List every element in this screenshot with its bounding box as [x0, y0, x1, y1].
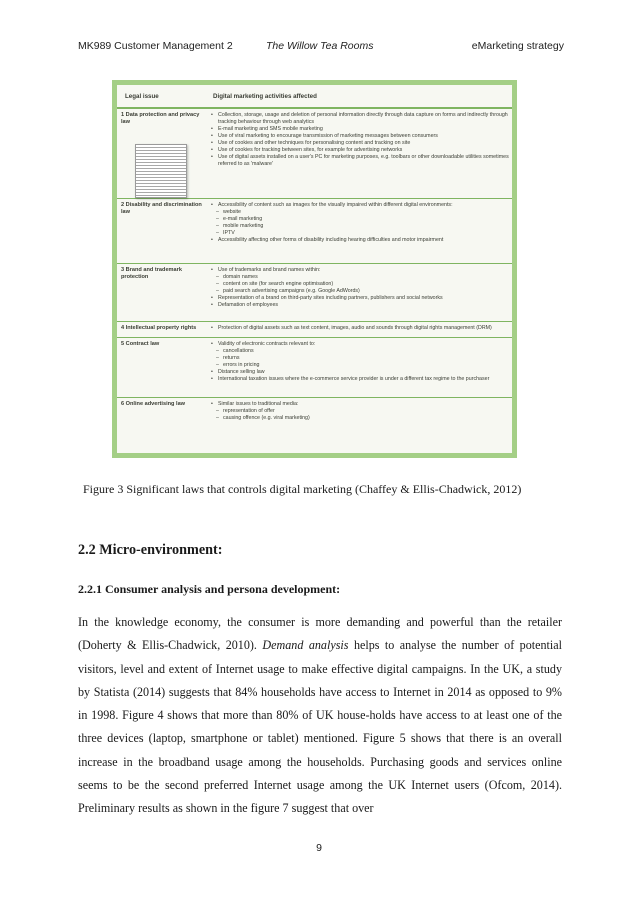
legal-issues-figure: [112, 80, 517, 458]
paragraph-text-2: helps to analyse the number of potential visitors, level and extent of Internet usage to make effective digital campaigns. In the UK, a study by Statista (2014) suggests that 84% households have access to Internet in 2014 as opposed to 9% in 1998. Figure 4 shows that more than 80% of UK house-holds have access to at least one of the three devices (laptop, smartphone or tablet) mentioned. Figure 5 shows that there is an overall increase in the broadband usage among the households. Purchasing goods and services online seems to be the second preferred Internet usage among the UK Internet users (Ofcom, 2014). Preliminary results as shown in the figure 7 suggest that over: [78, 638, 562, 816]
activity-item: • International taxation issues where the e-commerce service provider is under a different tax regime to the purchaser: [211, 376, 511, 383]
column-header-legal-issue: Legal issue: [125, 93, 159, 100]
activity-subitem: – content on site (for search engine optimisation): [211, 281, 511, 288]
activity-list: [211, 112, 511, 168]
activity-subitem: – representation of offer: [211, 408, 511, 415]
figure-row: [117, 321, 512, 338]
header-course: MK989 Customer Management 2: [78, 40, 233, 52]
legal-issue-label: 4 Intellectual property rights: [121, 325, 197, 331]
page-number: 9: [316, 842, 322, 854]
page-header: [78, 40, 564, 56]
activity-item: • Representation of a brand on third-party sites including partners, publishers and social networks: [211, 295, 511, 302]
figure-row: [117, 397, 512, 455]
activity-subitem: – paid search advertising campaigns (e.g. Google AdWords): [211, 288, 511, 295]
activity-subitem: – mobile marketing: [211, 223, 511, 230]
document-thumbnail-image: [135, 144, 187, 198]
activity-subitem: – returns: [211, 355, 511, 362]
legal-issue-label: 3 Brand and trademark protection: [121, 267, 182, 280]
legal-issue-label: 5 Contract law: [121, 341, 160, 347]
paragraph-text-1: In the knowledge economy, the consumer is more demanding and powerful than the retailer (Doherty & Ellis-Chadwick, 2010).: [78, 615, 562, 653]
figure-row: [117, 337, 512, 398]
figure-row: [117, 108, 512, 199]
activity-item: • Accessibility affecting other forms of disability including hearing difficulties and motor impairment: [211, 237, 511, 244]
legal-issue-label: 1 Data protection and privacy law: [121, 112, 200, 125]
paragraph-emphasis: Demand analysis: [262, 638, 349, 653]
activity-subitem: – domain names: [211, 274, 511, 281]
activity-list: [211, 401, 511, 422]
activity-item: • Use of cookies and other techniques for personalising content and tracking on site: [211, 140, 511, 147]
activity-list: [211, 202, 511, 244]
activity-subitem: – errors in pricing: [211, 362, 511, 369]
activity-item: • Validity of electronic contracts relevant to:: [211, 341, 511, 348]
header-case-title: The Willow Tea Rooms: [266, 40, 374, 52]
section-heading: 2.2 Micro-environment:: [78, 542, 223, 558]
header-topic: eMarketing strategy: [471, 40, 564, 52]
legal-issue-label: 2 Disability and discrimination law: [121, 202, 202, 215]
legal-issue-label: 6 Online advertising law: [121, 401, 186, 407]
figure-row: [117, 198, 512, 264]
activity-item: • E-mail marketing and SMS mobile marketing: [211, 126, 511, 133]
activity-subitem: – causing offence (e.g. viral marketing): [211, 415, 511, 422]
figure-caption: Figure 3 Significant laws that controls digital marketing (Chaffey & Ellis-Chadwick, 2012): [83, 482, 522, 496]
activity-item: • Protection of digital assets such as text content, images, audio and sounds through digital rights management (DRM): [211, 325, 511, 332]
activity-subitem: – cancellations: [211, 348, 511, 355]
activity-subitem: – e-mail marketing: [211, 216, 511, 223]
activity-item: • Collection, storage, usage and deletion of personal information directly through data capture on forms and indirectly through tracking behaviour through web analytics: [211, 112, 511, 126]
activity-list: [211, 325, 511, 332]
activity-item: • Defamation of employees: [211, 302, 511, 309]
column-header-activities: Digital marketing activities affected: [213, 93, 317, 100]
activity-item: • Use of viral marketing to encourage transmission of marketing messages between consumers: [211, 133, 511, 140]
activity-item: • Use of cookies for tracking between sites, for example for advertising networks: [211, 147, 511, 154]
subsection-heading: 2.2.1 Consumer analysis and persona development:: [78, 582, 341, 596]
figure-table-header: [117, 85, 512, 109]
activity-item: • Accessibility of content such as images for the visually impaired within different digital environments:: [211, 202, 511, 209]
activity-item: • Similar issues to traditional media:: [211, 401, 511, 408]
activity-list: [211, 267, 511, 309]
activity-list: [211, 341, 511, 383]
activity-subitem: – website: [211, 209, 511, 216]
activity-item: • Use of trademarks and brand names within:: [211, 267, 511, 274]
activity-item: • Use of digital assets installed on a user's PC for marketing purposes, e.g. toolbars or other downloadable utilities sometimes referred to as 'malware': [211, 154, 511, 168]
activity-subitem: – IPTV: [211, 230, 511, 237]
body-paragraph: [78, 611, 562, 821]
activity-item: • Distance selling law: [211, 369, 511, 376]
figure-row: [117, 263, 512, 322]
